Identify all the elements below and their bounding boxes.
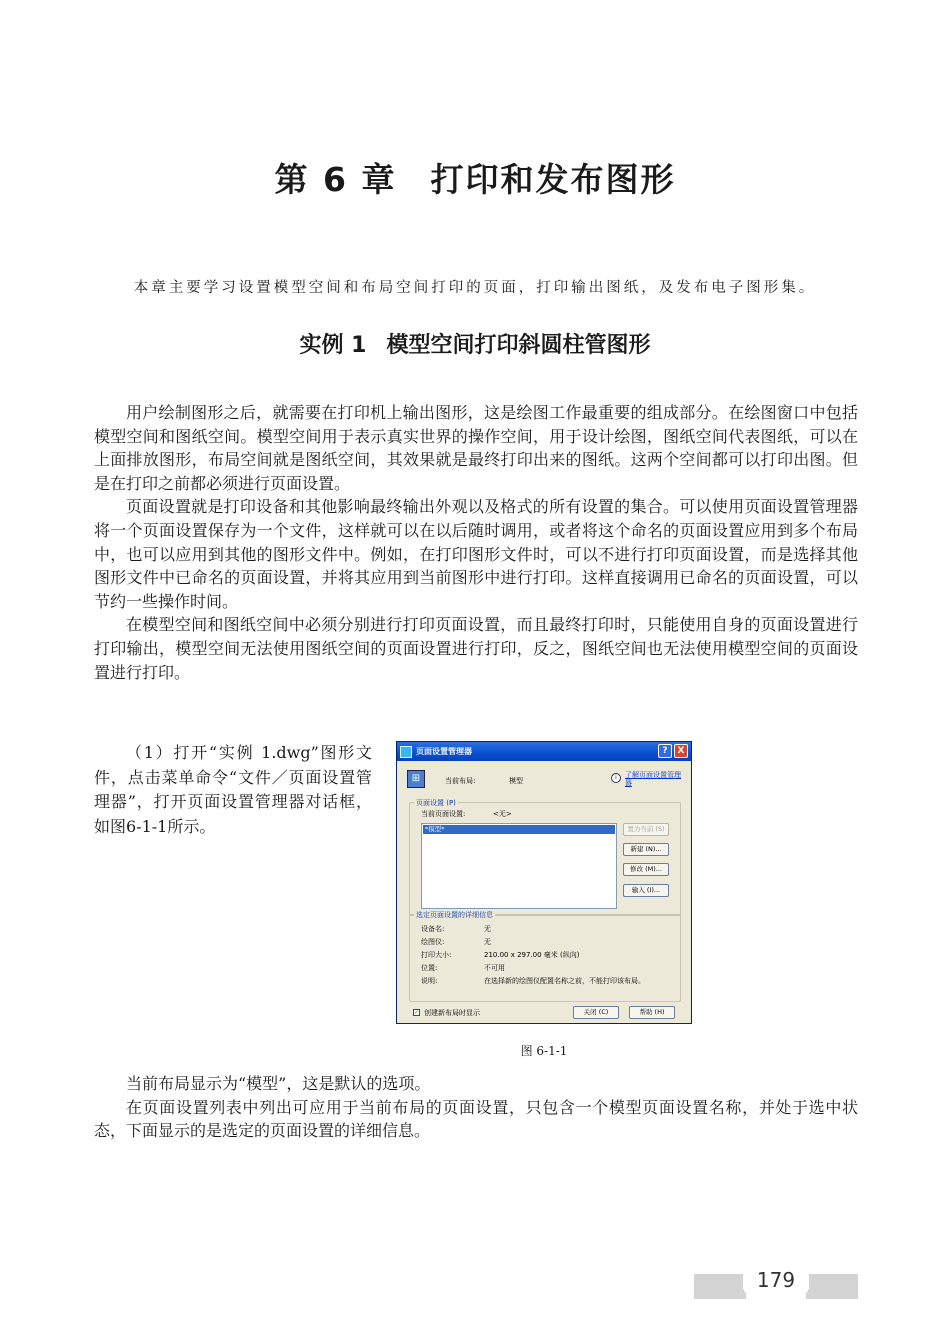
body-text-block	[94, 1072, 858, 1143]
detail-value: 不可用	[484, 964, 505, 972]
help-button[interactable]: 帮助 (H)	[629, 1006, 675, 1019]
show-on-new-layout-checkbox[interactable]: ✓	[414, 1009, 420, 1016]
paragraph: 用户绘制图形之后，就需要在打印机上输出图形，这是绘图工作最重要的组成部分。在绘图窗口中包括模型空间和图纸空间。模型空间用于表示真实世界的操作空间，用于设计绘图，图纸空间代表图纸，可以在上面排放图形，布局空间就是图纸空间，其效果就是最终打印出来的图纸。这两个空间都可以打印出图。但是在打印之前都必须进行页面设置。	[94, 403, 858, 493]
page-number: 179	[743, 1265, 809, 1297]
section-title	[0, 328, 950, 359]
detail-label: 打印大小:	[421, 951, 452, 959]
list-item[interactable]: *模型*	[423, 825, 615, 834]
chapter-number: 第 6 章	[274, 160, 397, 199]
step-text	[94, 741, 372, 839]
dialog-titlebar	[397, 742, 691, 761]
new-button[interactable]: 新建 (N)...	[623, 843, 669, 856]
current-layout-label: 当前布局:	[445, 777, 476, 785]
page-footer-bar-left	[694, 1274, 746, 1299]
checkbox-label: 创建新布局时显示	[424, 1009, 480, 1017]
app-icon	[400, 746, 412, 758]
detail-label: 位置:	[421, 964, 438, 972]
set-current-button[interactable]: 置为当前 (S)	[623, 823, 669, 836]
layout-icon: ⊞	[407, 770, 425, 788]
chapter-title	[0, 154, 950, 201]
help-icon[interactable]: ?	[658, 744, 672, 758]
details-group-title: 选定页面设置的详细信息	[416, 911, 493, 919]
detail-label: 说明:	[421, 977, 438, 985]
close-button[interactable]: 关闭 (C)	[573, 1006, 619, 1019]
page-setup-manager-dialog	[396, 741, 692, 1024]
section-name: 模型空间打印斜圆柱管图形	[386, 333, 651, 358]
help-link[interactable]: 了解页面设置管理器	[625, 771, 681, 787]
detail-value: 210.00 x 297.00 毫米 (纵向)	[484, 951, 580, 959]
modify-button[interactable]: 修改 (M)...	[623, 863, 669, 876]
detail-value: 无	[484, 925, 491, 933]
detail-label: 绘图仪:	[421, 938, 445, 946]
detail-label: 设备名:	[421, 925, 445, 933]
info-icon: i	[611, 773, 621, 783]
detail-value: 无	[484, 938, 491, 946]
paragraph: 当前布局显示为“模型”，这是默认的选项。	[126, 1074, 431, 1093]
detail-value: 在选择新的绘图仪配置名称之前，不能打印该布局。	[484, 977, 645, 985]
page-footer-bar-right	[806, 1274, 858, 1299]
chapter-name: 打印和发布图形	[430, 160, 676, 199]
step-1-paragraph: （1）打开“实例 1.dwg”图形文件，点击菜单命令“文件／页面设置管理器”，打开页面设置管理器对话框，如图6-1-1所示。	[94, 743, 372, 836]
paragraph: 在模型空间和图纸空间中必须分别进行打印页面设置，而且最终打印时，只能使用自身的页面设置进行打印输出，模型空间无法使用图纸空间的页面设置进行打印，反之，图纸空间也无法使用模型空间的页面设置进行打印。	[94, 615, 858, 682]
page-setup-group-title: 页面设置 (P)	[416, 799, 456, 807]
close-icon[interactable]: X	[674, 744, 688, 758]
body-text-block	[94, 401, 858, 684]
current-setup-label: 当前页面设置:	[421, 810, 466, 818]
figure-caption: 图 6-1-1	[520, 1044, 568, 1058]
current-setup-value: <无>	[493, 810, 512, 818]
current-layout-value: 模型	[509, 777, 523, 785]
current-layout-row	[405, 770, 685, 792]
paragraph: 在页面设置列表中列出可应用于当前布局的页面设置，只包含一个模型页面设置名称，并处于选中状态，下面显示的是选定的页面设置的详细信息。	[94, 1097, 858, 1141]
page-setup-list[interactable]	[421, 823, 617, 909]
dialog-title: 页面设置管理器	[416, 747, 472, 756]
paragraph: 页面设置就是打印设备和其他影响最终输出外观以及格式的所有设置的集合。可以使用页面设置管理器将一个页面设置保存为一个文件，这样就可以在以后随时调用，或者将这个命名的页面设置应用到多个布局中，也可以应用到其他的图形文件中。例如，在打印图形文件时，可以不进行打印页面设置，而是选择其他图形文件中已命名的页面设置，并将其应用到当前图形中进行打印。这样直接调用已命名的页面设置，可以节约一些操作时间。	[94, 497, 858, 611]
chapter-intro: 本章主要学习设置模型空间和布局空间打印的页面，打印输出图纸，及发布电子图形集。	[133, 280, 817, 296]
section-number: 实例 1	[299, 333, 367, 358]
import-button[interactable]: 输入 (I)...	[623, 884, 669, 897]
